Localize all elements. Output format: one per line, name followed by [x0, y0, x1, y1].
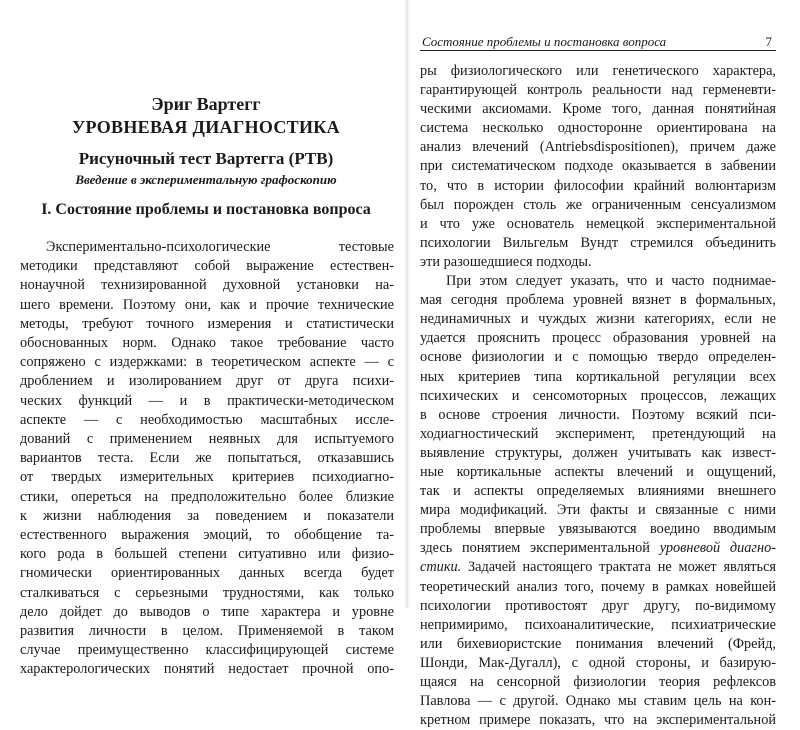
- text-line: удается прояснить процесс образования уровней на: [420, 330, 776, 347]
- text-line: выявление структуры, должен учитывать как извест-: [420, 444, 776, 461]
- text-line: в основе строения личности. Поэтому всякий пси-: [420, 406, 776, 423]
- text-line: ческих функций — и в практически-методическом: [20, 392, 394, 409]
- running-header: [420, 32, 776, 51]
- left-body-text: [20, 238, 394, 680]
- text-line: методы, требуют точного измерения и статистически: [20, 315, 394, 332]
- text-line: Шонди, Мак-Дугалл), с одной стороны, и базирую-: [420, 654, 776, 671]
- text-line: характерологических понятий недостает прочной опо-: [20, 661, 394, 678]
- text-line: при систематическом подходе оказывается в забвении: [420, 158, 776, 175]
- text-line: обоснованных норм. Однако такое требование часто: [20, 335, 394, 352]
- text-line: ческими аксиомами. Кроме того, данная понятийная: [420, 101, 776, 118]
- book-subsubtitle: Введение в экспериментальную графоскопию: [75, 172, 337, 187]
- text-line: был порожден столь же ограниченным сенсуализмом: [420, 196, 776, 213]
- text-line: дроблением и изолированием друг от друга психи-: [20, 373, 394, 390]
- right-body-text: [420, 62, 776, 730]
- author-name: Эриг Вартегг: [151, 94, 261, 114]
- text-line: Павлова — с другой. Однако мы ставим цель на кон-: [420, 693, 776, 710]
- text-line: кретном примере показать, что на экспериментальной: [420, 712, 776, 729]
- paragraph-2-part-b: [420, 578, 776, 730]
- text-line: Экспериментально-психологические тестовые: [46, 239, 394, 255]
- text-line: гарантирующей контроль реальности над герменевти-: [420, 82, 776, 99]
- text-line: методики представляют собой выражение естествен-: [20, 258, 394, 275]
- text-line: аспекте — с необходимостью масштабных иссле-: [20, 411, 394, 428]
- text-line: сталкиваться с серьезными трудностями, как только: [20, 584, 394, 601]
- paragraph-2-part-a: [420, 272, 776, 539]
- text-line: психологии противостоят друг другу, по-видимому: [420, 597, 776, 614]
- text-line: случае преимущественно классифицирующей системе: [20, 642, 394, 659]
- text-line: шего времени. Поэтому они, как и прочие технические: [20, 296, 394, 313]
- left-page: [18, 0, 394, 678]
- italic-term-end: стики.: [420, 559, 462, 576]
- text-segment: Задачей настоящего трактата не может являться: [461, 559, 776, 576]
- page-number: 7: [765, 34, 772, 49]
- text-segment: здесь понятием экспериментальной: [420, 540, 660, 557]
- text-line: дело дойдет до выводов о типе характера и уровне: [20, 603, 394, 620]
- text-line: система несколько односторонне ориентирована на: [420, 120, 776, 137]
- book-subtitle: Рисуночный тест Вартегга (РТВ): [78, 149, 334, 168]
- text-line: от твердых измерительных критериев психодиагно-: [20, 469, 394, 486]
- text-line: развития личности в целом. Применяемой в таком: [20, 623, 394, 640]
- right-page: [420, 0, 776, 729]
- book-gutter: [404, 0, 410, 608]
- book-title: УРОВНЕВАЯ ДИАГНОСТИКА: [72, 117, 340, 137]
- text-line: к жизни наблюдения за поведением и показатели: [20, 507, 394, 524]
- paragraph-1: [420, 62, 776, 272]
- text-line: ходиагностический эксперимент, претендующий на: [420, 425, 776, 442]
- text-line: или бихевиористские понимания влечений (Фрейд,: [420, 635, 776, 652]
- text-line: При этом следует указать, что и часто поднимае-: [446, 273, 776, 290]
- text-line: щаяся на сенсорной физиологии теория рефлексов: [420, 674, 776, 690]
- running-header-title: Состояние проблемы и постановка вопроса: [422, 34, 667, 49]
- text-line: анализ влечений (Antriebsdispositionen), причем даже: [420, 139, 776, 156]
- text-line: ры физиологического или генетического характера,: [420, 63, 776, 79]
- section-heading: I. Состояние проблемы и постановка вопроса: [41, 201, 371, 218]
- italic-term: уровневой диагно-: [659, 540, 776, 557]
- text-line: сопряжено с издержками: в теоретическом аспекте — с: [20, 354, 394, 371]
- text-line: мира модификаций. Эти факты и связанные с ними: [420, 502, 776, 519]
- text-line: нединамичных и чуждых жизни категориях, если не: [420, 311, 776, 328]
- text-line: и что уже основатель немецкой экспериментальной: [420, 215, 776, 232]
- text-line: так и аспекты определяемых влияниями внешнего: [420, 483, 776, 500]
- text-line: проблемы впервые увязываются воедино вводимым: [420, 521, 776, 538]
- text-line: ных критериев типа кортикальной регуляции всех: [420, 368, 776, 385]
- text-line: естественного выражения эмоций, то обобщение та-: [20, 527, 394, 544]
- text-line: эти разошедшиеся подходы.: [420, 253, 592, 270]
- text-line: психологии Вильгельм Вундт стремился объединить: [420, 234, 776, 251]
- text-line-mixed: [420, 558, 776, 577]
- text-line-mixed: [420, 539, 776, 558]
- text-line: психических и сенсомоторных процессов, лежащих: [420, 387, 776, 404]
- text-line: непримиримо, психоаналитические, психиатрические: [420, 616, 776, 633]
- text-line: вариантов теста. Если же попытаться, отказавшись: [20, 450, 394, 467]
- text-line: стики, опереться на предположительно более близкие: [20, 488, 394, 505]
- text-line: то, что в истории философии крайний волюнтаризм: [420, 177, 776, 194]
- text-line: мая сегодня проблема уровней вязнет в формальных,: [420, 292, 776, 309]
- text-line: гномически ориентированных данных всегда будет: [20, 565, 394, 582]
- text-line: кого рода в большей степени ситуативно или физио-: [20, 546, 394, 563]
- text-line: нонаучной технизированной духовной установки на-: [20, 277, 394, 294]
- text-line: основе физиологии и с помощью твердо определен-: [420, 349, 776, 366]
- text-line: ные кортикальные аспекты влечений и ощущений,: [420, 463, 776, 480]
- text-line: дований с применением неявных для испытуемого: [20, 431, 394, 448]
- text-line: теоретический анализ того, почему в рамках новейшей: [420, 578, 776, 595]
